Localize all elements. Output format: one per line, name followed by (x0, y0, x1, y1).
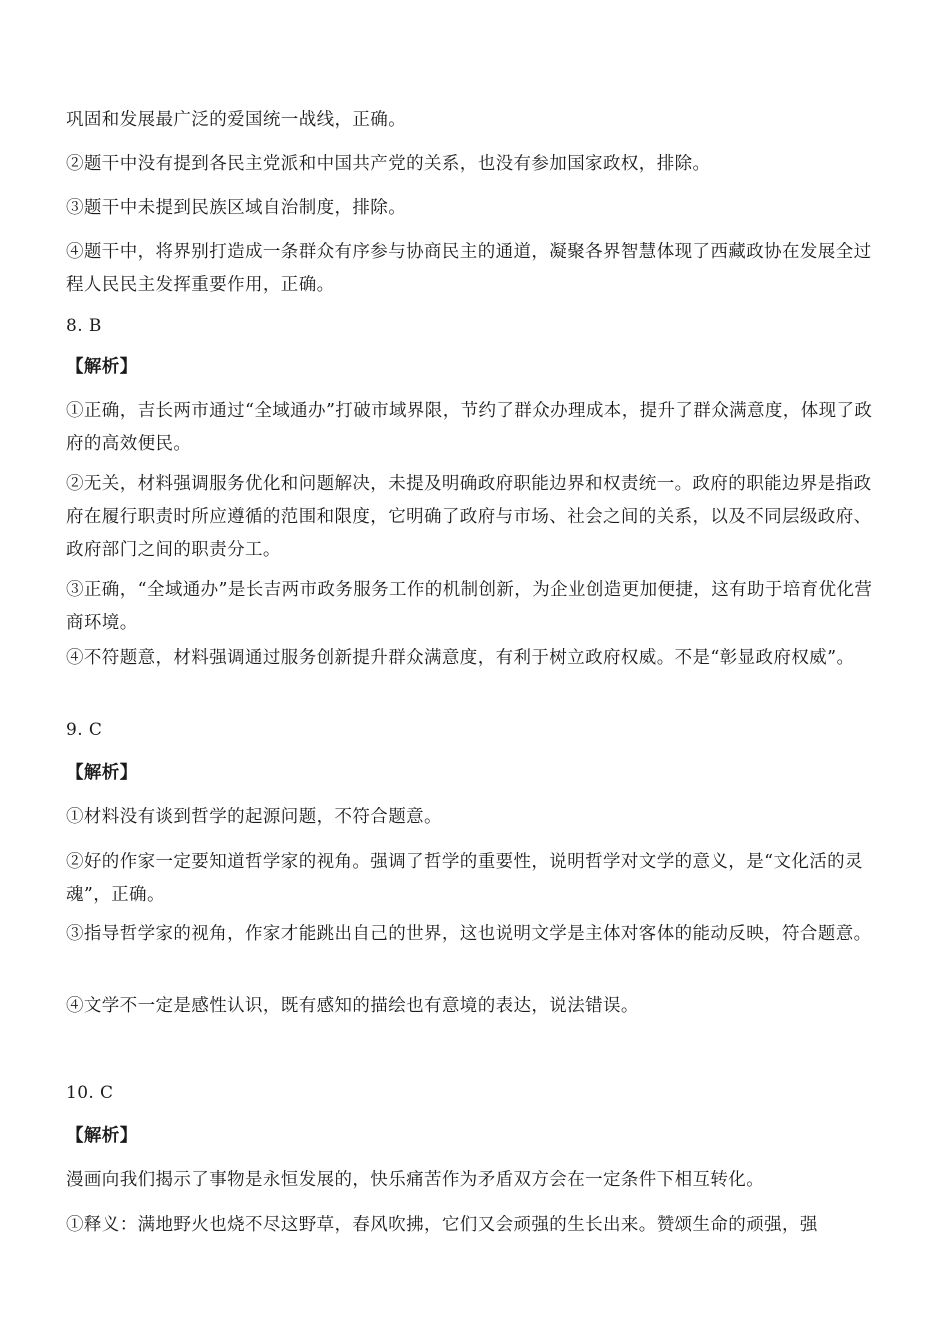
answer-9-item-4: ④文学不一定是感性认识，既有感知的描绘也有意境的表达，说法错误。 (66, 996, 639, 1016)
answer-9-item-2: ②好的作家一定要知道哲学家的视角。强调了哲学的重要性，说明哲学对文学的意义，是“文化活的灵魂”，正确。 (66, 852, 863, 905)
answer-8-item-3: ③正确，“全域通办”是长吉两市政务服务工作的机制创新，为企业创造更加便捷，这有助于培育优化营商环境。 (66, 580, 873, 633)
paragraph-item-4: ④题干中，将界别打造成一条群众有序参与协商民主的通道，凝聚各界智慧体现了西藏政协在发展全过程人民民主发挥重要作用，正确。 (66, 242, 872, 295)
analysis-label-10: 【解析】 (66, 1126, 138, 1146)
analysis-label-9: 【解析】 (66, 763, 138, 783)
answer-10-intro: 漫画向我们揭示了事物是永恒发展的，快乐痛苦作为矛盾双方会在一定条件下相互转化。 (66, 1170, 765, 1190)
paragraph-item-2: ②题干中没有提到各民主党派和中国共产党的关系，也没有参加国家政权，排除。 (66, 154, 711, 174)
answer-10-item-1: ①释义：满地野火也烧不尽这野草，春风吹拂，它们又会顽强的生长出来。赞颂生命的顽强，强 (66, 1215, 818, 1235)
answer-8: 8. B (66, 316, 102, 336)
answer-10: 10. C (66, 1083, 114, 1103)
answer-8-item-2: ②无关，材料强调服务优化和问题解决，未提及明确政府职能边界和权责统一。政府的职能边界是指政府在履行职责时所应遵循的范围和限度，它明确了政府与市场、社会之间的关系，以及不同层级政府、政府部门之间的职责分工。 (66, 474, 872, 560)
answer-8-item-1: ①正确，吉长两市通过“全域通办”打破市域界限，节约了群众办理成本，提升了群众满意度，体现了政府的高效便民。 (66, 401, 873, 454)
answer-8-item-4: ④不符题意，材料强调通过服务创新提升群众满意度，有利于树立政府权威。不是“彰显政府权威”。 (66, 648, 855, 668)
answer-9-item-3: ③指导哲学家的视角，作家才能跳出自己的世界，这也说明文学是主体对客体的能动反映，符合题意。 (66, 924, 872, 944)
analysis-label-8: 【解析】 (66, 357, 138, 377)
paragraph-item-3: ③题干中未提到民族区域自治制度，排除。 (66, 198, 407, 218)
answer-9-item-1: ①材料没有谈到哲学的起源问题，不符合题意。 (66, 807, 442, 827)
answer-9: 9. C (66, 720, 103, 740)
paragraph-continued: 巩固和发展最广泛的爱国统一战线，正确。 (66, 110, 407, 130)
